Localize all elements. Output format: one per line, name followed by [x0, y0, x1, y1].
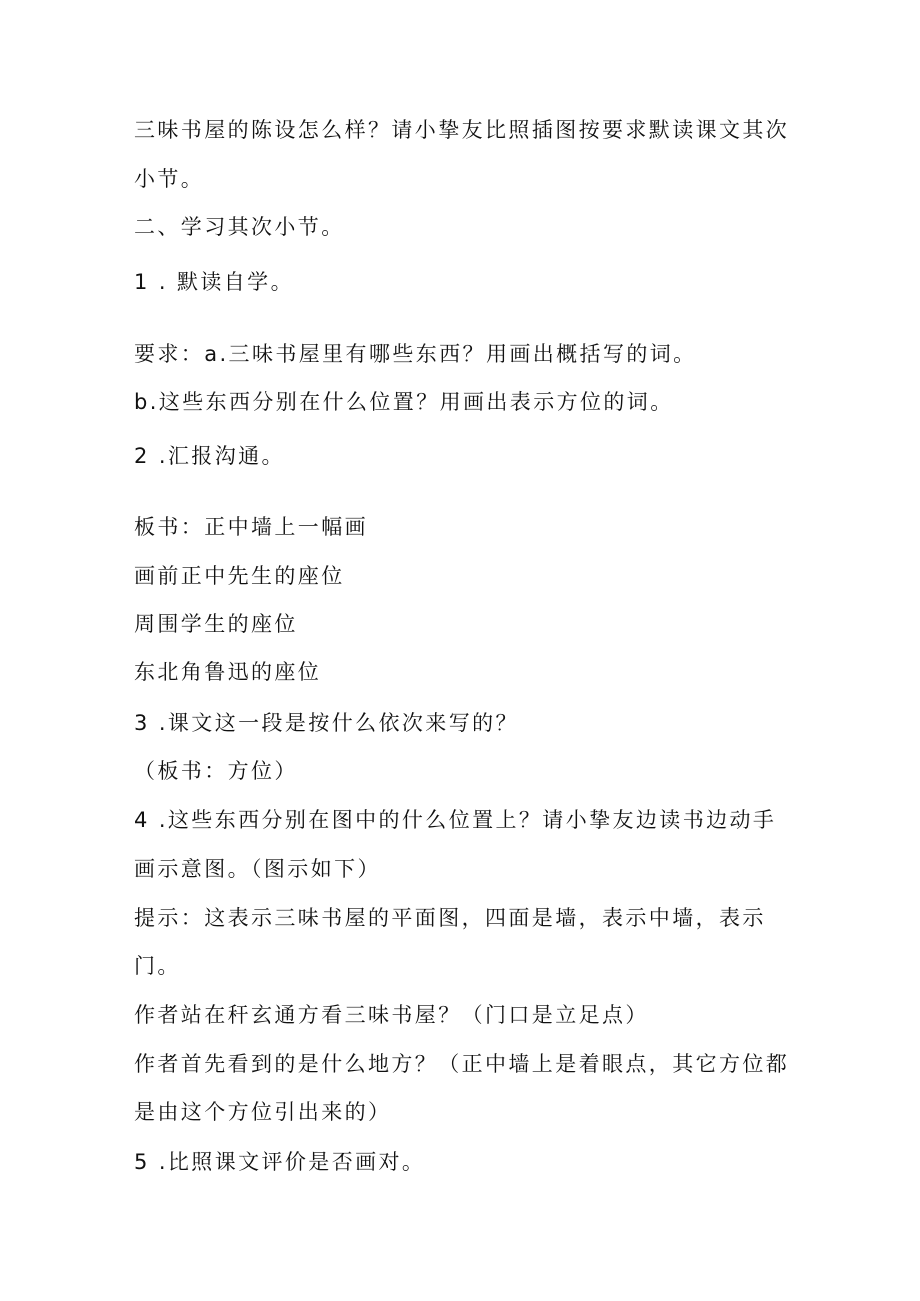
text-line: 提示：这表示三味书屋的平面图，四面是墙，表示中墙，表示: [134, 906, 766, 930]
text-line: 要求：a.三味书屋里有哪些东西？用画出概括写的词。: [134, 342, 697, 366]
text-line: 作者首先看到的是什么地方？（正中墙上是着眼点，其它方位都: [134, 1052, 790, 1076]
text-line: 4 .这些东西分别在图中的什么位置上？请小挚友边读书边动手: [134, 808, 777, 832]
text-line: 三味书屋的陈设怎么样？请小挚友比照插图按要求默读课文其次: [134, 118, 790, 142]
text-line: 周围学生的座位: [134, 612, 298, 636]
text-line: 2 .汇报沟通。: [134, 444, 285, 468]
text-line: 门。: [134, 954, 181, 978]
text-line: （板书：方位）: [134, 759, 298, 783]
text-line: 5 .比照课文评价是否画对。: [134, 1150, 426, 1174]
text-line: 作者站在秆玄通方看三味书屋？（门口是立足点）: [134, 1003, 649, 1027]
text-line: 东北角鲁迅的座位: [134, 660, 322, 684]
text-line: 二、学习其次小节。: [134, 215, 345, 239]
text-line: 是由这个方位引出来的）: [134, 1100, 392, 1124]
text-line: 小节。: [134, 167, 205, 191]
text-line: 画示意图。（图示如下）: [134, 857, 381, 881]
text-line: b.这些东西分别在什么位置？用画出表示方位的词。: [134, 390, 674, 414]
text-line: 3 .课文这一段是按什么依次来写的？: [134, 711, 519, 735]
text-line: 板书：正中墙上一幅画: [134, 515, 368, 539]
text-line: 画前正中先生的座位: [134, 564, 345, 588]
text-line: 1 . 默读自学。: [134, 270, 294, 294]
